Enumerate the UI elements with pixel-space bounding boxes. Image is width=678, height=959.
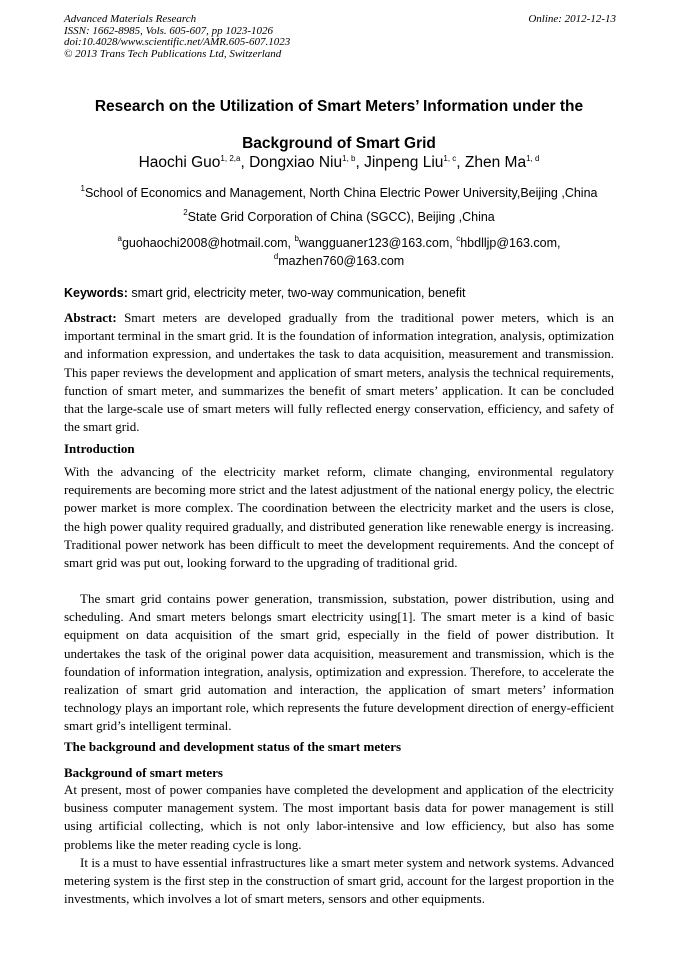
email-link[interactable]: mazhen760@163.com (278, 254, 405, 268)
section-heading-background: The background and development status of the smart meters (64, 739, 402, 754)
keywords (64, 285, 620, 302)
email-sup: d (273, 252, 279, 261)
title-line-1: Research on the Utilization of Smart Meters’ Information under the (94, 98, 584, 115)
author-name: Dongxiao Niu (249, 154, 343, 171)
author-sup: 1, d (526, 154, 540, 163)
subsection-heading-background: Background of smart meters (64, 765, 223, 780)
journal-name: Advanced Materials Research (64, 13, 197, 25)
email-sup: a (117, 234, 122, 243)
author-emails (60, 234, 618, 270)
author-list: Haochi Guo$^{1, 2,a}$, Dongxiao Niu$^{1, b}$, Jinpeng Liu$^{1, c}$, Zhen Ma$^{1, d}$ (138, 154, 540, 171)
affiliation-sup: 1 (80, 184, 85, 193)
abstract-label: Abstract: (64, 310, 117, 325)
section-heading-introduction: Introduction (64, 441, 135, 456)
author-name: Jinpeng Liu (364, 154, 444, 171)
keywords-text: smart grid, electricity meter, two-way communication, benefit (127, 286, 466, 300)
journal-info (64, 14, 464, 60)
title-line-2: Background of Smart Grid (242, 135, 436, 152)
author-name: Zhen Ma (464, 154, 527, 171)
author-sup: 1, 2,a (220, 154, 241, 163)
affiliation-1 (30, 185, 648, 201)
affiliation-sup: 2 (183, 208, 188, 217)
intro-paragraph-1: With the advancing of the electricity market reform, climate changing, environmental regulatory requirements are becoming more strict and the latest adjustment of the national energy policy, the electric power market is more complex. The coordination between the electricity market and the users is close, the high power quality required gradually, and distributed generation like renewable energy is increasing. Traditional power network has been difficult to meet the development requirements. And the concept of smart grid was put out, looking forward to the upgrading of traditional grid. (64, 464, 614, 571)
email-link[interactable]: hbdlljp@163.com, (460, 236, 561, 250)
email-sup: c (456, 234, 461, 243)
abstract-text: Smart meters are developed gradually from the traditional power meters, which is an important terminal in the smart grid. It is the foundation of information integration, analysis, optimization and information expression, and undertakes the task to data acquisition, measurement and transmission. This paper reviews the development and application of smart meters, analysis the technical requirements, function of smart meter, and summarizes the benefit of smart meters’ application. It can be concluded that the large-scale use of smart meters will fully reflected energy conservation, efficiency, and safety of the smart grid. (64, 310, 614, 435)
journal-copyright: © 2013 Trans Tech Publications Ltd, Switzerland (64, 47, 282, 60)
paper-title (40, 88, 638, 162)
author-sup: 1, c (443, 154, 457, 163)
email-link[interactable]: wangguaner123@163.com, (298, 236, 457, 250)
author-name: Haochi Guo (138, 154, 221, 171)
author-sup: 1, b (342, 154, 356, 163)
intro-paragraph-2: The smart grid contains power generation, transmission, substation, power distribution, using and scheduling. And smart meters belongs smart electricity using[1]. The smart meter is a kind of basic equipment on data acquisition of the smart grid, especially in the field of power distribution. It undertakes the task of the original power data acquisition, measurement and transmission, which is the foundation of information integration, analysis, optimization and expression. Therefore, to accelerate the realization of smart grid automation and interaction, the application of smart meters’ information technology plays an important role, which represents the future development direction of energy-efficient smart grid’s intelligent terminal. (64, 591, 614, 734)
affiliation-text: State Grid Corporation of China (SGCC), Beijing ,China (187, 210, 495, 224)
journal-issn: ISSN: 1662-8985, Vols. 605-607, pp 1023-1026 (64, 24, 273, 37)
background-paragraph-1: At present, most of power companies have completed the development and application of the electricity business computer management system. The most important basis data for power management is still using artificial collecting, which is not only labor-intensive and low efficiency, but also has some problems like the meter reading cycle is long. (64, 782, 614, 852)
email-sup: b (294, 234, 299, 243)
keywords-label: Keywords: (64, 286, 128, 300)
online-date: Online: 2012-12-13 (528, 13, 616, 25)
affiliation-text: School of Economics and Management, North China Electric Power University,Beijing ,China (84, 186, 598, 200)
abstract (64, 309, 614, 436)
email-link[interactable]: guohaochi2008@hotmail.com, (121, 236, 295, 250)
background-paragraph-2: It is a must to have essential infrastructures like a smart meter system and network systems. Advanced metering system is the first step in the construction of smart grid, account for the largest proportion in the investments, which involves a lot of smart meters, sensors and other equipments. (64, 855, 614, 907)
journal-doi: doi:10.4028/www.scientific.net/AMR.605-607.1023 (64, 36, 291, 48)
affiliation-2 (30, 209, 648, 225)
